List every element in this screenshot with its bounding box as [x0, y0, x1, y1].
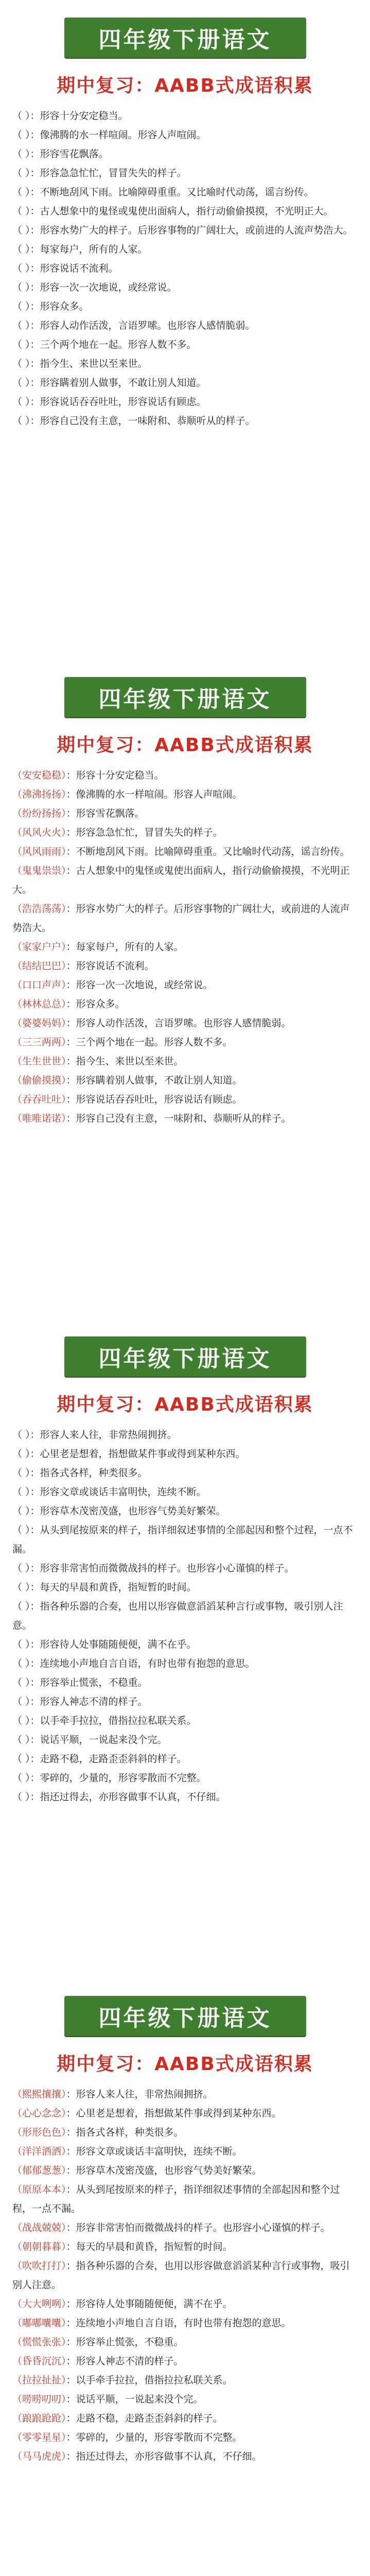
idiom-entry [12, 1445, 358, 1464]
idiom-answer: （洋洋洒洒） [12, 2146, 66, 2157]
idiom-definition: ：形容举止慌张，不稳重。 [66, 2336, 184, 2348]
idiom-definition: ：零碎的，少量的，形容零散而不完整。 [66, 2432, 242, 2443]
idiom-entry [12, 2352, 358, 2371]
idiom-blank: （ ） [12, 1467, 30, 1479]
idiom-definition: ：零碎的，少量的，形容零散而不完整。 [30, 1772, 206, 1784]
idiom-definition: ：形容待人处事随随便便，满不在乎。 [30, 1639, 197, 1650]
idiom-answer: （口口声声） [12, 979, 66, 991]
idiom-blank: （ ） [12, 1601, 30, 1612]
idiom-definition: ：形容说话不流利。 [66, 960, 154, 972]
idiom-definition: ：每天的早晨和黄昏，指短暂的时间。 [66, 2241, 233, 2252]
idiom-entry [12, 2085, 358, 2104]
idiom-definition: ：形容雪花飘落。 [66, 808, 145, 819]
idiom-definition: ：形容自己没有主意，一味附和、恭顺听从的样子。 [30, 415, 255, 427]
idiom-list [9, 766, 361, 1128]
card-1-blank-exercise [0, 0, 370, 659]
idiom-answer: （唯唯诺诺） [12, 1113, 66, 1124]
idiom-answer: （结结巴巴） [12, 960, 66, 972]
idiom-entry [12, 900, 358, 938]
idiom-blank: （ ） [12, 1505, 30, 1517]
idiom-definition: ：形容水势广大的样子。后形容事物的广阔壮大，或前进的人流声势浩大。 [12, 903, 350, 934]
idiom-definition: ：心里老是想着，指想做某件事或得到某种东西。 [66, 2108, 281, 2119]
idiom-entry [12, 126, 358, 145]
idiom-entry [12, 297, 358, 316]
idiom-answer: （马马虎虎） [12, 2451, 66, 2462]
idiom-answer: （吞吞吐吐） [12, 1094, 66, 1105]
idiom-definition: ：形容说话吞吞吐吐，形容说话有顾虑。 [66, 1094, 242, 1105]
idiom-definition: ：形容瞒着别人做事，不敢让别人知道。 [66, 1075, 242, 1086]
idiom-blank: （ ） [12, 244, 30, 255]
idiom-entry [12, 785, 358, 804]
idiom-definition: ：每家每户，所有的人家。 [66, 941, 184, 953]
idiom-answer: （郁郁葱葱） [12, 2165, 66, 2176]
idiom-entry [12, 2409, 358, 2428]
idiom-definition: ：形容待人处事随随便便，满不在乎。 [66, 2298, 233, 2310]
banner-title: 四年级下册语文 [64, 18, 306, 58]
idiom-answer: （吹吹打打） [12, 2260, 66, 2272]
idiom-definition: ：每天的早晨和黄昏，指短暂的时间。 [30, 1582, 197, 1593]
idiom-definition: ：形容人动作活泼，言语罗嗦。也形容人感情脆弱。 [66, 1018, 291, 1029]
idiom-entry [12, 2218, 358, 2238]
idiom-definition: ：古人想象中的鬼怪或鬼使出面病人，指行动偷偷摸摸，不光明正大。 [30, 206, 333, 217]
idiom-definition: ：形容十分安定稳当。 [30, 110, 128, 122]
idiom-blank: （ ） [12, 1524, 30, 1536]
idiom-definition: ：指今生、来世以至来世。 [30, 358, 148, 369]
idiom-definition: ：形容非常害怕而微微战抖的样子。也形容小心谨慎的样子。 [30, 1563, 294, 1574]
idiom-definition: ：形容众多。 [66, 998, 125, 1010]
idiom-blank: （ ） [12, 1791, 30, 1803]
idiom-definition: ：连续地小声地自言自语，有时也带有抱怨的意思。 [66, 2317, 291, 2329]
idiom-answer: （拉拉扯扯） [12, 2375, 66, 2386]
idiom-blank: （ ） [12, 377, 30, 388]
idiom-definition: ：形容人来人往，非常热闹拥挤。 [66, 2089, 213, 2100]
idiom-answer: （家家户户） [12, 941, 66, 953]
idiom-definition: ：形容文章或谈话丰富明快，连续不断。 [66, 2146, 242, 2157]
idiom-definition: ：像沸腾的水一样喧闹。形容人声喧闹。 [30, 129, 206, 141]
idiom-answer: （风风雨雨） [12, 846, 66, 857]
idiom-definition: ：形容瞒着别人做事，不敢让别人知道。 [30, 377, 206, 388]
idiom-definition: ：指今生、来世以至来世。 [66, 1056, 184, 1067]
idiom-entry [12, 1769, 358, 1788]
idiom-list [9, 1426, 361, 1807]
idiom-entry [12, 2123, 358, 2142]
idiom-entry [12, 412, 358, 431]
idiom-definition: ：形容人神志不清的样子。 [30, 1696, 148, 1707]
idiom-blank: （ ） [12, 320, 30, 331]
idiom-definition: ：形容急急忙忙，冒冒失失的样子。 [66, 827, 223, 838]
subtitle: 期中复习：AABB式成语积累 [57, 1394, 313, 1415]
card-4-answer-key [0, 1978, 370, 2576]
idiom-definition: ：说话平顺，一说起来没个完。 [30, 1734, 167, 1745]
idiom-answer: （朝朝暮暮） [12, 2241, 66, 2252]
idiom-definition: ：指各式各样，种类很多。 [66, 2127, 184, 2138]
idiom-entry [12, 2104, 358, 2123]
idiom-entry [12, 1090, 358, 1109]
idiom-answer: （安安稳稳） [12, 770, 66, 781]
idiom-definition: ：走路不稳，走路歪歪斜斜的样子。 [30, 1753, 187, 1765]
idiom-definition: ：古人想象中的鬼怪或鬼使出面病人，指行动偷偷摸摸，不光明正大。 [12, 865, 350, 895]
idiom-answer: （偷偷摸摸） [12, 1075, 66, 1086]
idiom-entry [12, 804, 358, 823]
idiom-definition: ：形容文章或谈话丰富明快，连续不断。 [30, 1486, 206, 1498]
idiom-entry [12, 1711, 358, 1731]
banner-title: 四年级下册语文 [64, 677, 306, 717]
banner-title: 四年级下册语文 [64, 1996, 306, 2036]
idiom-blank: （ ） [12, 1734, 30, 1745]
idiom-answer: （昏昏沉沉） [12, 2355, 66, 2367]
idiom-entry [12, 107, 358, 126]
idiom-definition: ：形容一次一次地说，或经常说。 [30, 282, 177, 293]
idiom-entry [12, 1654, 358, 1673]
idiom-definition: ：像沸腾的水一样喧闹。形容人声喧闹。 [66, 789, 242, 800]
idiom-definition: ：指还过得去，亦形容做事不认真，不仔细。 [66, 2451, 262, 2462]
idiom-blank: （ ） [12, 148, 30, 160]
idiom-blank: （ ） [12, 225, 30, 236]
idiom-entry [12, 1750, 358, 1769]
idiom-entry [12, 2238, 358, 2257]
idiom-entry [12, 1578, 358, 1597]
idiom-definition: ：形容人来人往，非常热闹拥挤。 [30, 1429, 177, 1440]
idiom-blank: （ ） [12, 187, 30, 198]
idiom-definition: ：形容草木茂密茂盛，也形容气势美好繁荣。 [66, 2165, 262, 2176]
idiom-answer: （形形色色） [12, 2127, 66, 2138]
subtitle: 期中复习：AABB式成语积累 [57, 75, 313, 96]
idiom-definition: ：不断地刮风下雨。比喻障碍重重。又比喻时代动荡，谣言纷传。 [30, 187, 314, 198]
idiom-answer: （沸沸扬扬） [12, 789, 66, 800]
idiom-blank: （ ） [12, 1563, 30, 1574]
idiom-answer: （心心念念） [12, 2108, 66, 2119]
idiom-definition: ：不断地刮风下雨。比喻障碍重重。又比喻时代动荡，谣言纷传。 [66, 846, 350, 857]
idiom-definition: ：形容说话不流利。 [30, 263, 118, 274]
idiom-definition: ：形容说话吞吞吐吐，形容说话有顾虑。 [30, 396, 206, 408]
idiom-entry [12, 2428, 358, 2447]
idiom-answer: （大大咧咧） [12, 2298, 66, 2310]
idiom-entry [12, 2447, 358, 2466]
idiom-entry [12, 1464, 358, 1483]
idiom-definition: ：指各种乐器的合奏，也用以形容做意滔滔某种言行或事物，吸引别人注意。 [12, 2260, 350, 2291]
idiom-answer: （纷纷扬扬） [12, 808, 66, 819]
idiom-entry [12, 2142, 358, 2161]
idiom-entry [12, 938, 358, 957]
idiom-answer: （战战兢兢） [12, 2222, 66, 2233]
idiom-definition: ：从头到尾按原来的样子，指详细叙述事情的全部起因和整个过程，一点不漏。 [12, 1524, 353, 1555]
idiom-entry [12, 2390, 358, 2409]
idiom-definition: ：形容水势广大的样子。后形容事物的广阔壮大，或前进的人流声势浩大。 [30, 225, 353, 236]
idiom-entry [12, 316, 358, 335]
idiom-entry [12, 145, 358, 164]
idiom-answer: （原原本本） [12, 2184, 66, 2195]
idiom-entry [12, 957, 358, 976]
idiom-definition: ：说话平顺，一说起来没个完。 [66, 2394, 203, 2405]
idiom-definition: ：每家每户，所有的人家。 [30, 244, 148, 255]
idiom-blank: （ ） [12, 1696, 30, 1707]
idiom-answer: （林林总总） [12, 998, 66, 1010]
idiom-definition: ：三个两个地在一起。形容人数不多。 [30, 339, 197, 350]
idiom-definition: ：形容非常害怕而微微战抖的样子。也形容小心谨慎的样子。 [66, 2222, 330, 2233]
idiom-entry [12, 823, 358, 842]
idiom-definition: ：三个两个地在一起。形容人数不多。 [66, 1037, 233, 1048]
idiom-entry [12, 259, 358, 278]
idiom-definition: ：连续地小声地自言自语，有时也带有抱怨的意思。 [30, 1658, 255, 1669]
idiom-entry [12, 1109, 358, 1128]
idiom-definition: ：指各式各样，种类很多。 [30, 1467, 148, 1479]
idiom-entry [12, 1483, 358, 1502]
idiom-blank: （ ） [12, 1677, 30, 1688]
idiom-blank: （ ） [12, 1772, 30, 1784]
idiom-entry [12, 1673, 358, 1692]
subtitle: 期中复习：AABB式成语积累 [57, 2054, 313, 2075]
idiom-answer: （唠唠叨叨） [12, 2394, 66, 2405]
idiom-answer: （熙熙攘攘） [12, 2089, 66, 2100]
idiom-entry [12, 164, 358, 183]
idiom-definition: ：指各种乐器的合奏，也用以形容做意滔滔某种言行或事物，吸引别人注意。 [12, 1601, 343, 1631]
idiom-entry [12, 1052, 358, 1071]
idiom-definition: ：以手牵手拉拉，借指拉拉私联关系。 [66, 2375, 233, 2386]
idiom-blank: （ ） [12, 1639, 30, 1650]
idiom-list [9, 2085, 361, 2466]
idiom-entry [12, 183, 358, 202]
idiom-definition: ：形容草木茂密茂盛，也形容气势美好繁荣。 [30, 1505, 226, 1517]
idiom-definition: ：心里老是想着，指想做某件事或得到某种东西。 [30, 1448, 245, 1460]
idiom-blank: （ ） [12, 1448, 30, 1460]
idiom-entry [12, 842, 358, 861]
idiom-entry [12, 2161, 358, 2180]
idiom-entry [12, 374, 358, 393]
idiom-entry [12, 2295, 358, 2314]
idiom-blank: （ ） [12, 206, 30, 217]
idiom-entry [12, 2371, 358, 2390]
idiom-answer: （鬼鬼祟祟） [12, 865, 66, 876]
idiom-entry [12, 1597, 358, 1635]
idiom-entry [12, 1502, 358, 1521]
idiom-answer: （踉踉跄跄） [12, 2413, 66, 2424]
idiom-definition: ：形容人动作活泼，言语罗嗦。也形容人感情脆弱。 [30, 320, 255, 331]
idiom-entry [12, 240, 358, 259]
idiom-blank: （ ） [12, 301, 30, 312]
idiom-answer: （三三两两） [12, 1037, 66, 1048]
idiom-definition: ：形容十分安定稳当。 [66, 770, 164, 781]
idiom-blank: （ ） [12, 1486, 30, 1498]
idiom-blank: （ ） [12, 1715, 30, 1726]
card-2-answer-key [0, 659, 370, 1319]
idiom-entry [12, 1731, 358, 1750]
subtitle: 期中复习：AABB式成语积累 [57, 735, 313, 756]
idiom-blank: （ ） [12, 415, 30, 427]
idiom-entry [12, 766, 358, 785]
idiom-entry [12, 1692, 358, 1711]
idiom-definition: ：指还过得去，亦形容做事不认真，不仔细。 [30, 1791, 226, 1803]
idiom-definition: ：形容人神志不清的样子。 [66, 2355, 184, 2367]
idiom-answer: （慌慌张张） [12, 2336, 66, 2348]
idiom-entry [12, 1071, 358, 1090]
idiom-answer: （婆婆妈妈） [12, 1018, 66, 1029]
idiom-entry [12, 1521, 358, 1559]
idiom-answer: （零零星星） [12, 2432, 66, 2443]
idiom-entry [12, 976, 358, 995]
idiom-definition: ：形容一次一次地说，或经常说。 [66, 979, 213, 991]
idiom-definition: ：走路不稳，走路歪歪斜斜的样子。 [66, 2413, 223, 2424]
idiom-entry [12, 1426, 358, 1445]
idiom-entry [12, 393, 358, 412]
banner-title: 四年级下册语文 [64, 1336, 306, 1377]
idiom-answer: （浩浩荡荡） [12, 903, 66, 914]
idiom-entry [12, 1014, 358, 1033]
idiom-blank: （ ） [12, 358, 30, 369]
idiom-answer: （生生世世） [12, 1056, 66, 1067]
idiom-blank: （ ） [12, 110, 30, 122]
idiom-definition: ：形容急急忙忙，冒冒失失的样子。 [30, 167, 187, 179]
idiom-list [9, 107, 361, 431]
idiom-entry [12, 2333, 358, 2352]
idiom-entry [12, 2180, 358, 2218]
idiom-blank: （ ） [12, 1582, 30, 1593]
idiom-entry [12, 354, 358, 374]
idiom-blank: （ ） [12, 1753, 30, 1765]
idiom-entry [12, 2314, 358, 2333]
idiom-entry [12, 335, 358, 354]
idiom-blank: （ ） [12, 263, 30, 274]
idiom-definition: ：形容自己没有主意，一味附和、恭顺听从的样子。 [66, 1113, 291, 1124]
idiom-entry [12, 221, 358, 240]
idiom-entry [12, 278, 358, 297]
idiom-blank: （ ） [12, 1658, 30, 1669]
idiom-definition: ：以手牵手拉拉，借指拉拉私联关系。 [30, 1715, 197, 1726]
idiom-entry [12, 1635, 358, 1654]
idiom-entry [12, 202, 358, 221]
idiom-blank: （ ） [12, 167, 30, 179]
idiom-entry [12, 1559, 358, 1578]
idiom-answer: （嘟嘟囔囔） [12, 2317, 66, 2329]
idiom-blank: （ ） [12, 1429, 30, 1440]
idiom-blank: （ ） [12, 129, 30, 141]
idiom-blank: （ ） [12, 396, 30, 408]
idiom-blank: （ ） [12, 339, 30, 350]
idiom-entry [12, 995, 358, 1014]
card-3-blank-exercise [0, 1319, 370, 1978]
idiom-answer: （风风火火） [12, 827, 66, 838]
idiom-definition: ：形容众多。 [30, 301, 89, 312]
idiom-entry [12, 1788, 358, 1807]
idiom-definition: ：形容雪花飘落。 [30, 148, 109, 160]
idiom-entry [12, 1033, 358, 1052]
idiom-entry [12, 2257, 358, 2295]
idiom-definition: ：形容举止慌张，不稳重。 [30, 1677, 148, 1688]
idiom-entry [12, 861, 358, 900]
idiom-definition: ：从头到尾按原来的样子，指详细叙述事情的全部起因和整个过程，一点不漏。 [12, 2184, 340, 2214]
idiom-blank: （ ） [12, 282, 30, 293]
